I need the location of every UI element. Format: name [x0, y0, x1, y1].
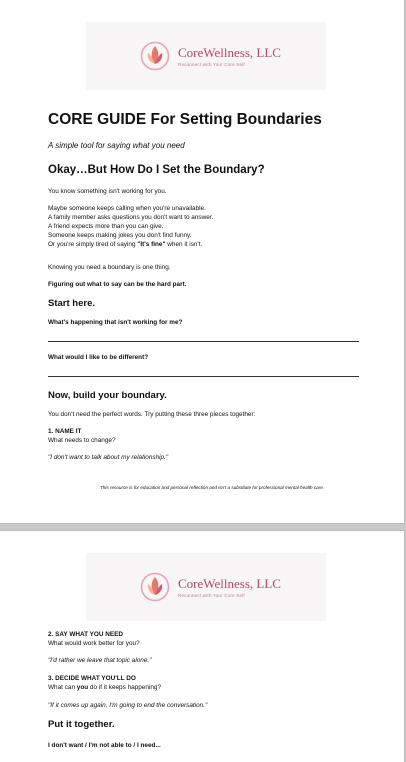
step-1-question: What needs to change? [48, 437, 116, 444]
together-heading: Put it together. [48, 719, 115, 730]
start-heading: Start here. [48, 298, 95, 309]
example-item: Maybe someone keeps calling when you're unavailable. [48, 205, 206, 212]
knowing-text: Knowing you need a boundary is one thing. [48, 264, 171, 271]
lotus-logo-icon [140, 41, 170, 71]
answer-line[interactable] [48, 341, 359, 342]
brand-tagline: Reconnect with Your Core Self [178, 592, 245, 598]
brand-tagline: Reconnect with Your Core Self [178, 61, 245, 67]
prompt-desired-change: What would I like to be different? [48, 354, 149, 361]
build-heading: Now, build your boundary. [48, 390, 167, 401]
step-1-label: 1. NAME IT [48, 428, 82, 435]
intro-text: You know something isn't working for you. [48, 188, 167, 195]
example-item-last: Or you're simply tired of saying "It's fine" when it isn't. [48, 241, 203, 248]
step-2-question: What would work better for you? [48, 640, 140, 647]
example-item: A family member asks questions you don't want to answer. [48, 214, 214, 221]
prompt-current-situation: What's happening that isn't working for me? [48, 319, 183, 326]
brand-name: CoreWellness, LLC [178, 44, 281, 60]
figuring-text: Figuring out what to say can be the hard part. [48, 281, 187, 288]
example-list [48, 204, 213, 249]
example-item: A friend expects more than you can give. [48, 223, 164, 230]
answer-line[interactable] [48, 376, 359, 377]
build-intro: You don't need the perfect words. Try putting these three pieces together: [48, 411, 256, 418]
step-3-label: 3. DECIDE WHAT YOU'LL DO [48, 675, 136, 682]
step-1-example: "I don't want to talk about my relationship." [48, 454, 169, 461]
step-2-label: 2. SAY WHAT YOU NEED [48, 631, 124, 638]
template-line: I don't want / I'm not able to / I need... [48, 742, 161, 749]
step-2-example: "I'd rather we leave that topic alone." [48, 657, 152, 664]
example-item: Someone keeps making jokes you don't find funny. [48, 232, 192, 239]
step-3-example: "If it comes up again, I'm going to end the conversation." [48, 702, 208, 709]
page-title: CORE GUIDE For Setting Boundaries [48, 111, 322, 128]
section-heading-how: Okay…But How Do I Set the Boundary? [48, 164, 265, 176]
logo [86, 553, 326, 621]
brand-name: CoreWellness, LLC [178, 575, 281, 591]
page-subtitle: A simple tool for saying what you need [48, 141, 185, 150]
disclaimer: This resource is for education and personal reflection and isn't a substitute for professional mental health care. [100, 485, 325, 490]
logo [86, 22, 326, 90]
step-3-question: What can you do if it keeps happening? [48, 684, 161, 691]
lotus-logo-icon [140, 572, 170, 602]
document-page-2 [0, 530, 405, 762]
